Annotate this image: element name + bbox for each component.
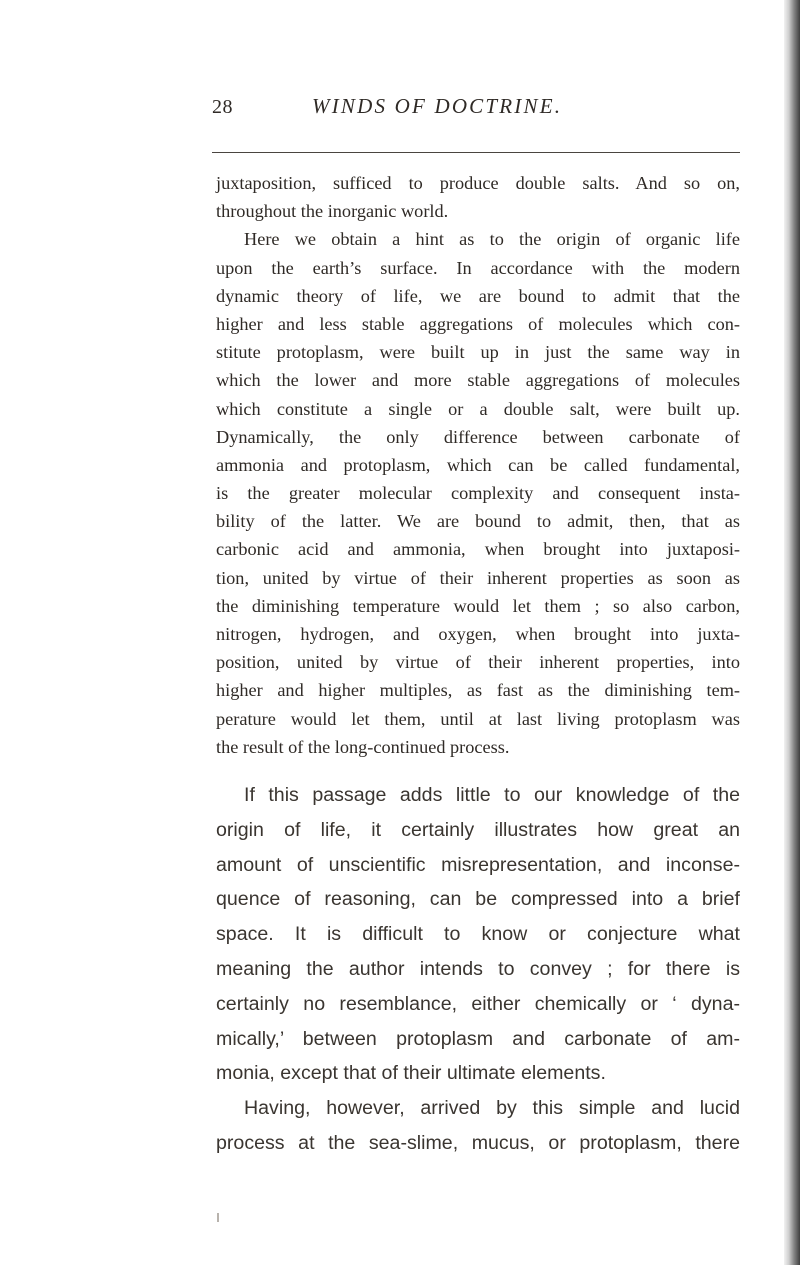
text-line: meaning the author intends to convey ; for there is: [216, 957, 740, 980]
ink-speck: [217, 1213, 219, 1222]
page-number: 28: [212, 96, 233, 118]
text-line: Dynamically, the only difference between carbonate of: [216, 426, 740, 447]
text-line: upon the earth’s surface. In accordance with the modern: [216, 257, 740, 278]
text-line: the result of the long-continued process.: [216, 736, 510, 757]
running-head: WINDS OF DOCTRINE.: [312, 94, 563, 118]
text-line: Having, however, arrived by this simple and lucid: [244, 1097, 740, 1120]
text-line: throughout the inorganic world.: [216, 201, 449, 222]
text-line: position, united by virtue of their inherent properties, into: [216, 652, 740, 673]
text-line: bility of the latter. We are bound to admit, then, that as: [216, 511, 740, 532]
text-line: amount of unscientific misrepresentation, and inconse-: [216, 853, 740, 876]
text-line: is the greater molecular complexity and consequent insta-: [216, 483, 740, 504]
text-line: mically,’ between protoplasm and carbonate of am-: [216, 1027, 740, 1050]
text-line: higher and less stable aggregations of molecules which con-: [216, 313, 740, 334]
text-line: stitute protoplasm, were built up in just the same way in: [216, 342, 740, 363]
text-line: If this passage adds little to our knowledge of the: [244, 784, 740, 806]
text-line: which constitute a single or a double salt, were built up.: [216, 398, 740, 419]
text-line: Here we obtain a hint as to the origin of organic life: [244, 229, 740, 250]
text-line: dynamic theory of life, we are bound to admit that the: [216, 285, 740, 306]
text-line: monia, except that of their ultimate elements.: [216, 1062, 606, 1085]
text-line: tion, united by virtue of their inherent properties as soon as: [216, 567, 740, 588]
text-line: the diminishing temperature would let them ; so also carbon,: [216, 595, 740, 616]
quoted-passage: [216, 169, 740, 761]
binding-edge: [784, 0, 800, 1265]
text-line: certainly no resemblance, either chemically or ‘ dyna-: [216, 992, 740, 1015]
text-line: ammonia and protoplasm, which can be called fundamental,: [216, 454, 740, 475]
text-line: juxtaposition, sufficed to produce double salts. And so on,: [216, 173, 740, 193]
page-header: [0, 92, 800, 132]
commentary-paragraphs: [216, 778, 740, 1161]
text-line: space. It is difficult to know or conjecture what: [216, 923, 740, 946]
text-line: quence of reasoning, can be compressed into a brief: [216, 888, 740, 911]
text-line: perature would let them, until at last living protoplasm was: [216, 708, 740, 729]
text-line: origin of life, it certainly illustrates how great an: [216, 818, 740, 841]
text-line: higher and higher multiples, as fast as the diminishing tem-: [216, 680, 740, 701]
text-line: process at the sea-slime, mucus, or protoplasm, there: [216, 1131, 740, 1154]
text-line: nitrogen, hydrogen, and oxygen, when brought into juxta-: [216, 624, 740, 644]
text-line: which the lower and more stable aggregations of molecules: [216, 370, 740, 391]
header-rule: [212, 152, 740, 153]
text-line: carbonic acid and ammonia, when brought into juxtaposi-: [216, 539, 740, 560]
